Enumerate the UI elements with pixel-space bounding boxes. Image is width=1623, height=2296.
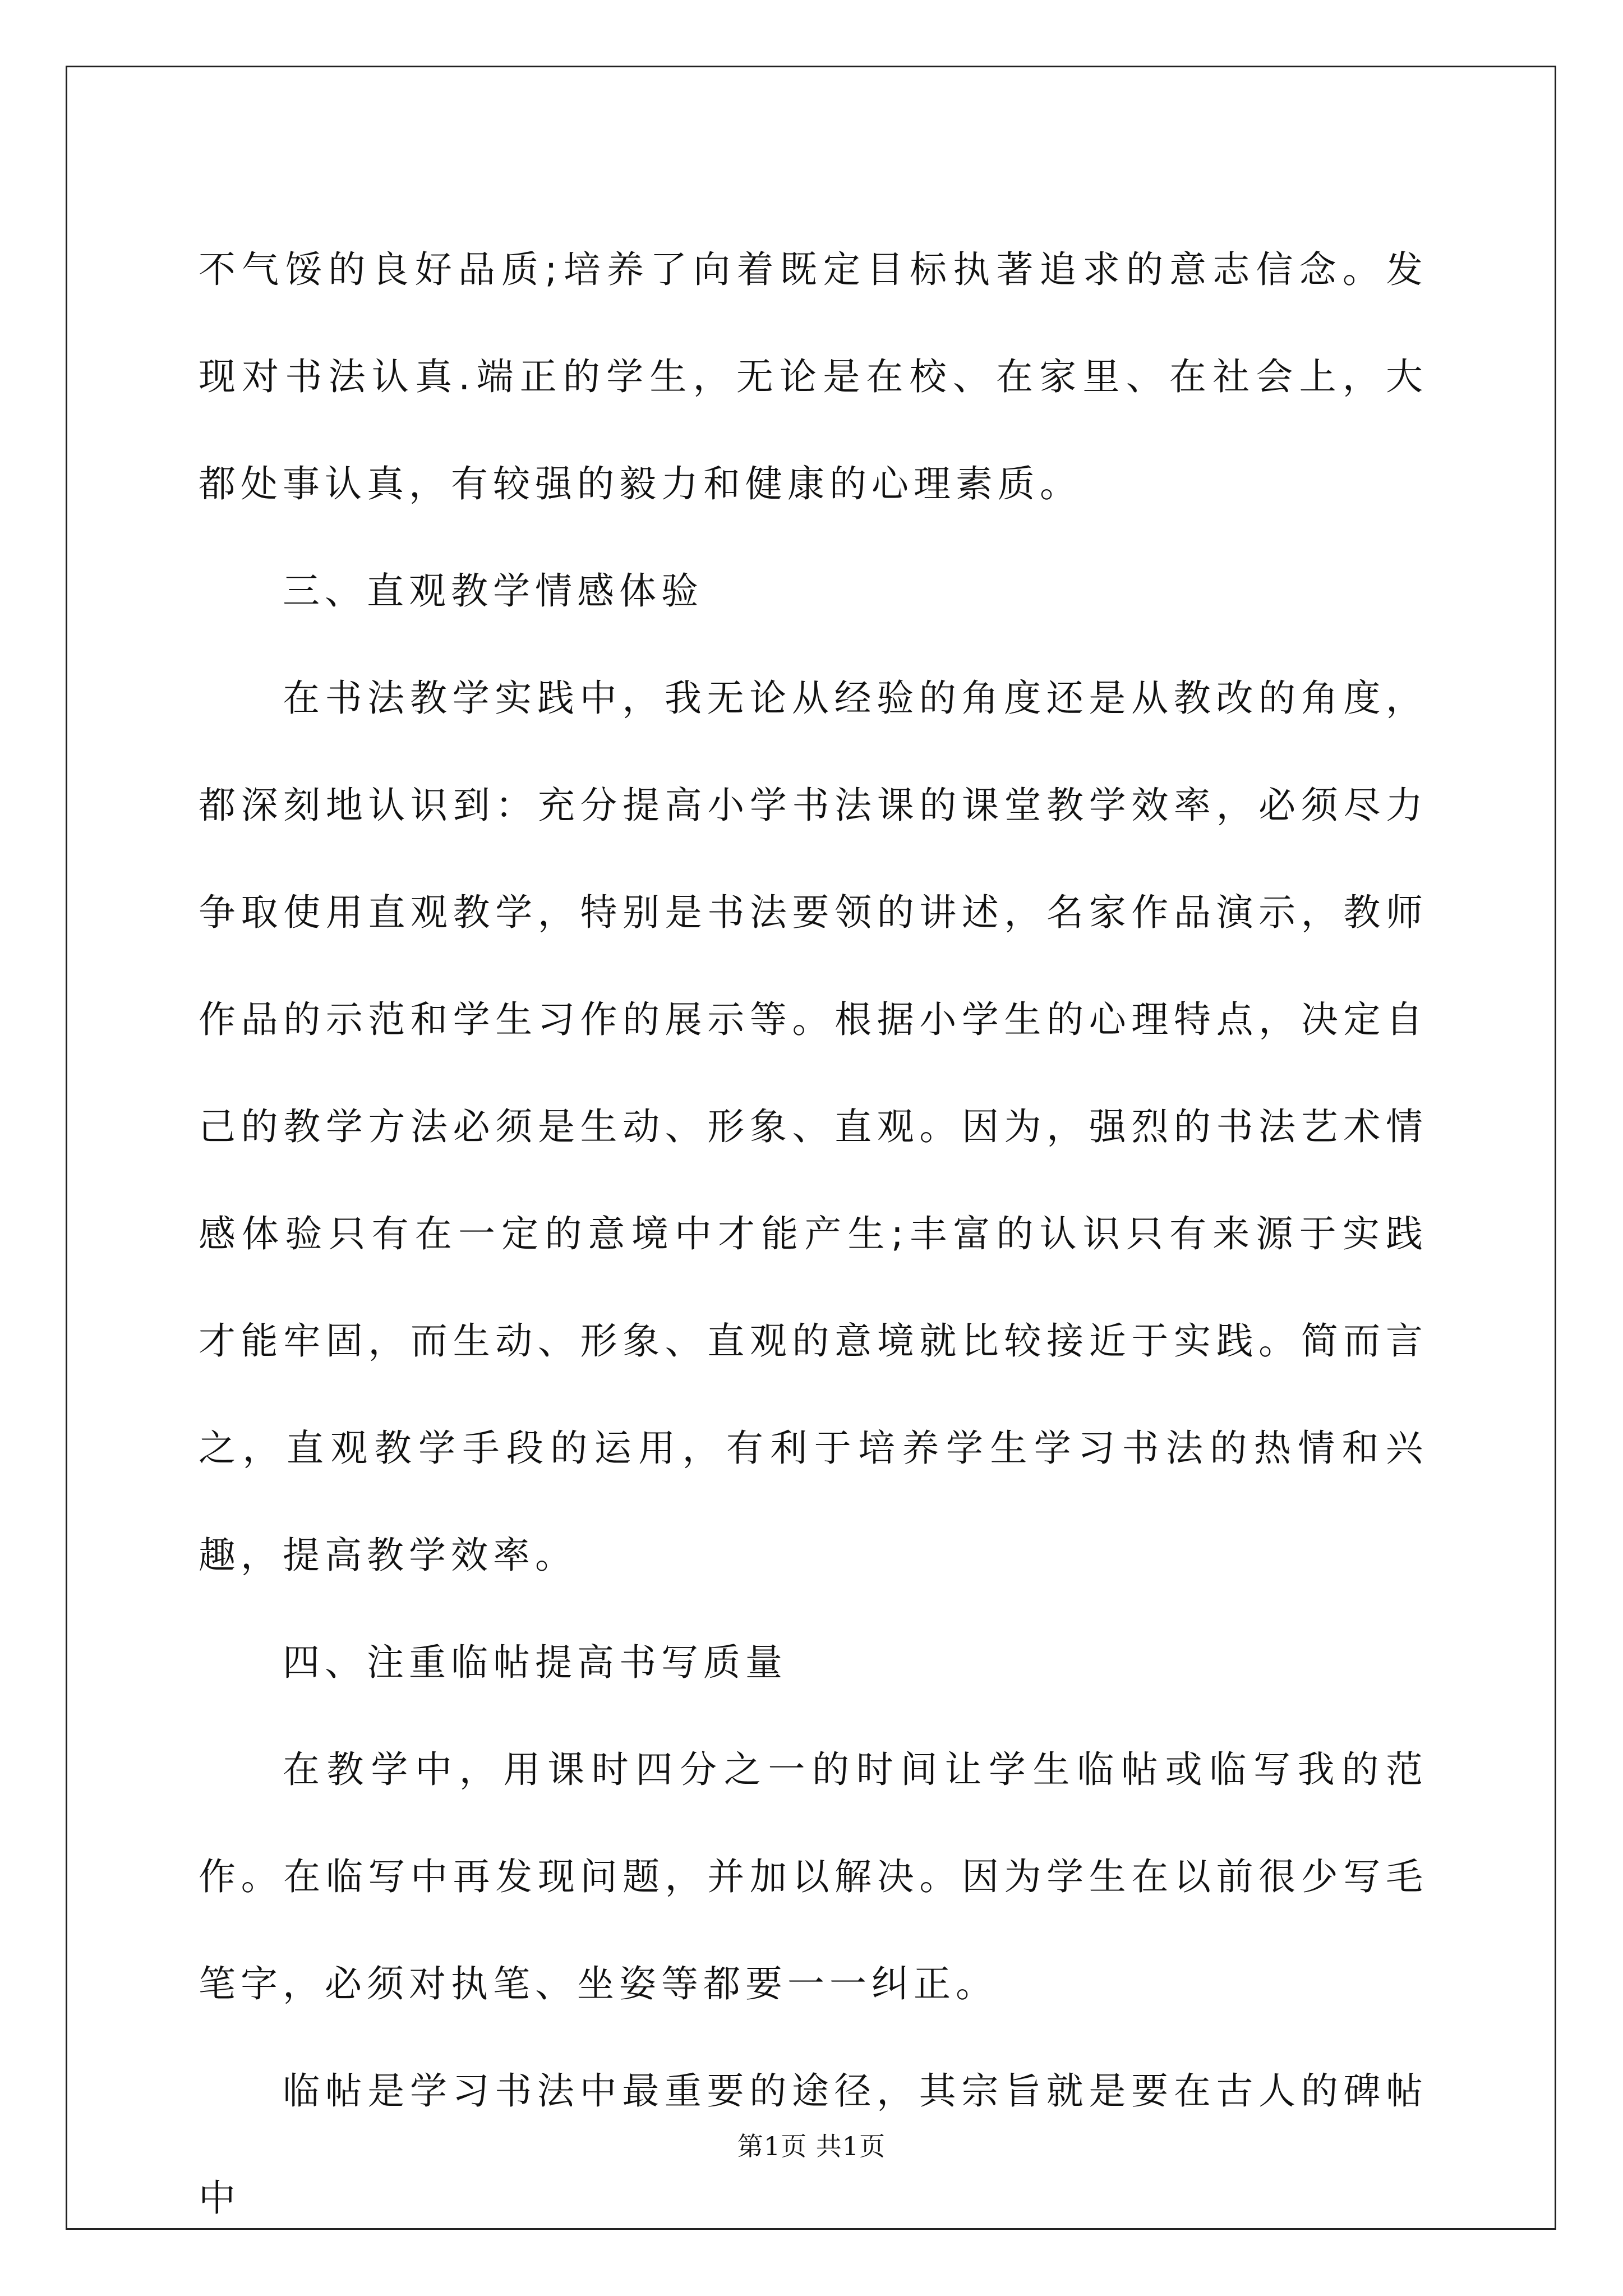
paragraph-2: 在书法教学实践中，我无论从经验的角度还是从教改的角度，都深刻地认识到：充分提高小学书法课的课堂教学效率，必须尽力争取使用直观教学，特别是书法要领的讲述，名家作品演示，教师作品的示范和学生习作的展示等。根据小学生的心理特点，决定自己的教学方法必须是生动、形象、直观。因为，强烈的书法艺术情感体验只有在一定的意境中才能产生;丰富的认识只有来源于实践才能牢固，而生动、形象、直观的意境就比较接近于实践。简而言之，直观教学手段的运用，有利于培养学生学习书法的热情和兴趣，提高教学效率。: [199, 677, 1428, 1577]
section-heading-4: 四、注重临帖提高书写质量: [283, 1641, 787, 1684]
page-number-footer: 第1页 共1页: [737, 2131, 886, 2161]
paragraph-1: 不气馁的良好品质;培养了向着既定目标执著追求的意志信念。发现对书法认真.端正的学生，无论是在校、在家里、在社会上，大都处事认真，有较强的毅力和健康的心理素质。: [199, 248, 1428, 505]
paragraph-3: 在教学中，用课时四分之一的时间让学生临帖或临写我的范作。在临写中再发现问题，并加以解决。因为学生在以前很少写毛笔字，必须对执笔、坐姿等都要一一纠正。: [199, 1748, 1428, 2005]
document-body: [199, 216, 1428, 2252]
section-heading-3: 三、直观教学情感体验: [283, 569, 703, 613]
paragraph-4: 临帖是学习书法中最重要的途径，其宗旨就是要在古人的碑帖中: [199, 2069, 1428, 2220]
